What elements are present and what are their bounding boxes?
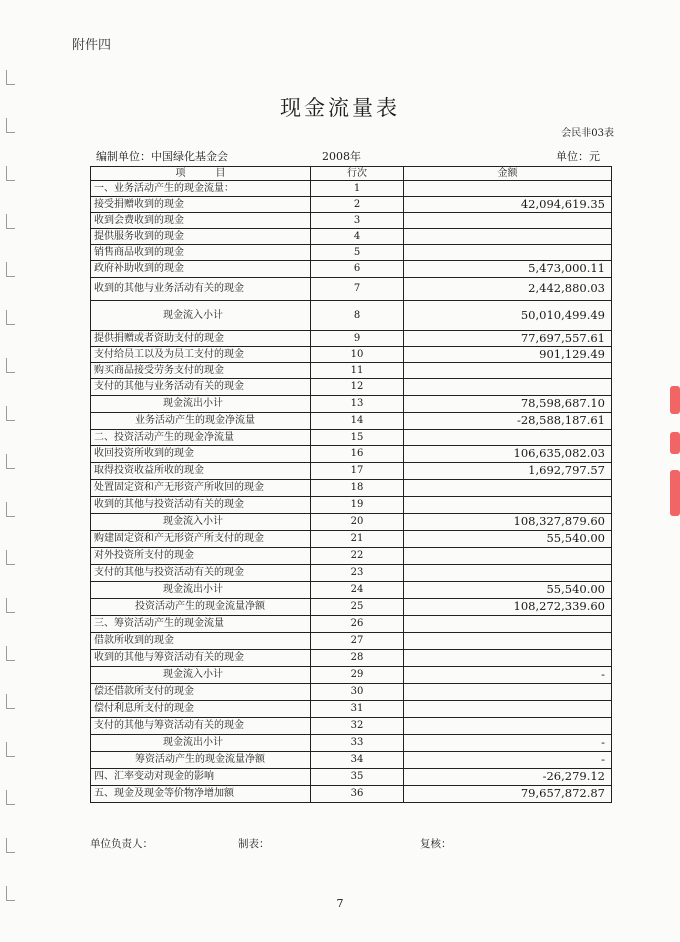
row-line-number: 36: [311, 786, 404, 803]
table-row: [91, 650, 612, 667]
reporting-entity: 编制单位：中国绿化基金会: [96, 150, 228, 163]
column-header-item: 项 目: [91, 167, 311, 181]
row-amount: [404, 213, 612, 229]
row-line-number: 14: [311, 413, 404, 430]
row-item: 收到的其他与业务活动有关的现金: [91, 278, 311, 301]
table-row: [91, 379, 612, 396]
row-amount: [404, 497, 612, 514]
row-amount: 77,697,557.61: [404, 331, 612, 347]
row-item: 筹资活动产生的现金流量净额: [91, 752, 311, 769]
table-row: [91, 735, 612, 752]
row-amount: [404, 701, 612, 718]
row-item: 业务活动产生的现金净流量: [91, 413, 311, 430]
table-row: [91, 548, 612, 565]
table-row: [91, 347, 612, 363]
table-row: [91, 480, 612, 497]
table-row: [91, 667, 612, 684]
row-amount: 50,010,499.49: [404, 301, 612, 331]
table-row: [91, 531, 612, 548]
row-item: 现金流入小计: [91, 301, 311, 331]
binding-holes: [4, 0, 18, 942]
row-item: 偿付利息所支付的现金: [91, 701, 311, 718]
row-amount: 901,129.49: [404, 347, 612, 363]
row-amount: [404, 650, 612, 667]
table-row: [91, 599, 612, 616]
row-amount: 5,473,000.11: [404, 261, 612, 278]
row-line-number: 3: [311, 213, 404, 229]
row-amount: [404, 616, 612, 633]
row-line-number: 24: [311, 582, 404, 599]
row-line-number: 10: [311, 347, 404, 363]
table-row: [91, 446, 612, 463]
table-row: [91, 213, 612, 229]
row-amount: 108,327,879.60: [404, 514, 612, 531]
row-line-number: 11: [311, 363, 404, 379]
table-row: [91, 430, 612, 446]
table-row: [91, 582, 612, 599]
row-line-number: 23: [311, 565, 404, 582]
row-item: 收回投资所收到的现金: [91, 446, 311, 463]
row-item: 现金流出小计: [91, 396, 311, 413]
red-stamp-edge: [670, 432, 680, 454]
row-amount: [404, 181, 612, 197]
row-line-number: 4: [311, 229, 404, 245]
row-amount: 1,692,797.57: [404, 463, 612, 480]
row-line-number: 34: [311, 752, 404, 769]
row-line-number: 29: [311, 667, 404, 684]
row-amount: -28,588,187.61: [404, 413, 612, 430]
row-line-number: 28: [311, 650, 404, 667]
table-row: [91, 769, 612, 786]
table-row: [91, 396, 612, 413]
row-item: 四、汇率变动对现金的影响: [91, 769, 311, 786]
table-row: [91, 701, 612, 718]
column-header-line: 行次: [311, 167, 404, 181]
row-item: 五、现金及现金等价物净增加额: [91, 786, 311, 803]
row-amount: [404, 548, 612, 565]
row-amount: 42,094,619.35: [404, 197, 612, 213]
report-year: 2008年: [322, 150, 361, 163]
row-amount: -: [404, 667, 612, 684]
table-row: [91, 229, 612, 245]
row-line-number: 5: [311, 245, 404, 261]
table-header-row: [91, 167, 612, 181]
row-line-number: 13: [311, 396, 404, 413]
row-line-number: 22: [311, 548, 404, 565]
row-line-number: 35: [311, 769, 404, 786]
row-amount: 79,657,872.87: [404, 786, 612, 803]
row-amount: [404, 363, 612, 379]
person-in-charge-label: 单位负责人：: [90, 838, 153, 850]
row-line-number: 31: [311, 701, 404, 718]
row-item: 购买商品接受劳务支付的现金: [91, 363, 311, 379]
table-row: [91, 786, 612, 803]
column-header-amount: 金额: [404, 167, 612, 181]
row-line-number: 2: [311, 197, 404, 213]
row-line-number: 12: [311, 379, 404, 396]
row-line-number: 15: [311, 430, 404, 446]
row-amount: 108,272,339.60: [404, 599, 612, 616]
row-line-number: 33: [311, 735, 404, 752]
row-amount: -: [404, 735, 612, 752]
row-line-number: 27: [311, 633, 404, 650]
table-row: [91, 181, 612, 197]
red-stamp-edge: [670, 386, 680, 414]
row-amount: [404, 565, 612, 582]
row-line-number: 18: [311, 480, 404, 497]
row-amount: [404, 229, 612, 245]
prepared-by-label: 制表：: [238, 838, 270, 850]
row-line-number: 16: [311, 446, 404, 463]
row-line-number: 30: [311, 684, 404, 701]
row-line-number: 17: [311, 463, 404, 480]
row-line-number: 32: [311, 718, 404, 735]
row-item: 支付的其他与投资活动有关的现金: [91, 565, 311, 582]
row-amount: [404, 245, 612, 261]
form-code: 会民非03表: [561, 128, 614, 139]
row-line-number: 26: [311, 616, 404, 633]
row-item: 收到的其他与投资活动有关的现金: [91, 497, 311, 514]
row-item: 投资活动产生的现金流量净额: [91, 599, 311, 616]
table-row: [91, 301, 612, 331]
row-item: 销售商品收到的现金: [91, 245, 311, 261]
row-item: 二、投资活动产生的现金净流量: [91, 430, 311, 446]
row-amount: [404, 430, 612, 446]
row-item: 接受捐赠收到的现金: [91, 197, 311, 213]
table-row: [91, 497, 612, 514]
row-line-number: 19: [311, 497, 404, 514]
row-item: 取得投资收益所收的现金: [91, 463, 311, 480]
row-item: 借款所收到的现金: [91, 633, 311, 650]
table-row: [91, 463, 612, 480]
row-item: 处置固定资和产无形资产所收回的现金: [91, 480, 311, 497]
row-amount: 106,635,082.03: [404, 446, 612, 463]
row-amount: [404, 684, 612, 701]
row-line-number: 7: [311, 278, 404, 301]
row-line-number: 25: [311, 599, 404, 616]
row-amount: [404, 718, 612, 735]
cash-flow-table: [90, 166, 612, 803]
table-row: [91, 197, 612, 213]
table-row: [91, 245, 612, 261]
page-number: 7: [336, 897, 344, 910]
row-amount: -: [404, 752, 612, 769]
row-line-number: 21: [311, 531, 404, 548]
row-amount: 2,442,880.03: [404, 278, 612, 301]
row-item: 现金流入小计: [91, 514, 311, 531]
table-row: [91, 261, 612, 278]
row-item: 支付的其他与筹资活动有关的现金: [91, 718, 311, 735]
row-line-number: 6: [311, 261, 404, 278]
row-item: 现金流出小计: [91, 582, 311, 599]
row-amount: [404, 633, 612, 650]
row-item: 支付给员工以及为员工支付的现金: [91, 347, 311, 363]
table-row: [91, 331, 612, 347]
row-amount: 78,598,687.10: [404, 396, 612, 413]
reviewed-by-label: 复核：: [420, 838, 452, 850]
table-row: [91, 363, 612, 379]
row-item: 政府补助收到的现金: [91, 261, 311, 278]
row-item: 一、业务活动产生的现金流量：: [91, 181, 311, 197]
row-item: 现金流入小计: [91, 667, 311, 684]
row-item: 三、筹资活动产生的现金流量: [91, 616, 311, 633]
row-item: 现金流出小计: [91, 735, 311, 752]
table-row: [91, 752, 612, 769]
red-stamp-edge: [670, 470, 680, 516]
table-row: [91, 278, 612, 301]
row-amount: 55,540.00: [404, 582, 612, 599]
attachment-label: 附件四: [72, 38, 112, 53]
row-item: 支付的其他与业务活动有关的现金: [91, 379, 311, 396]
row-item: 购建固定资和产无形资产所支付的现金: [91, 531, 311, 548]
row-item: 对外投资所支付的现金: [91, 548, 311, 565]
table-row: [91, 514, 612, 531]
row-item: 收到的其他与筹资活动有关的现金: [91, 650, 311, 667]
row-amount: 55,540.00: [404, 531, 612, 548]
row-line-number: 9: [311, 331, 404, 347]
page-title: 现金流量表: [280, 96, 400, 120]
row-item: 提供捐赠或者资助支付的现金: [91, 331, 311, 347]
table-row: [91, 616, 612, 633]
row-item: 收到会费收到的现金: [91, 213, 311, 229]
table-row: [91, 718, 612, 735]
row-line-number: 8: [311, 301, 404, 331]
table-row: [91, 413, 612, 430]
row-amount: -26,279.12: [404, 769, 612, 786]
row-amount: [404, 480, 612, 497]
table-row: [91, 684, 612, 701]
table-row: [91, 565, 612, 582]
row-line-number: 20: [311, 514, 404, 531]
table-row: [91, 633, 612, 650]
row-line-number: 1: [311, 181, 404, 197]
row-item: 偿还借款所支付的现金: [91, 684, 311, 701]
row-item: 提供服务收到的现金: [91, 229, 311, 245]
row-amount: [404, 379, 612, 396]
currency-unit: 单位：元: [556, 150, 600, 163]
